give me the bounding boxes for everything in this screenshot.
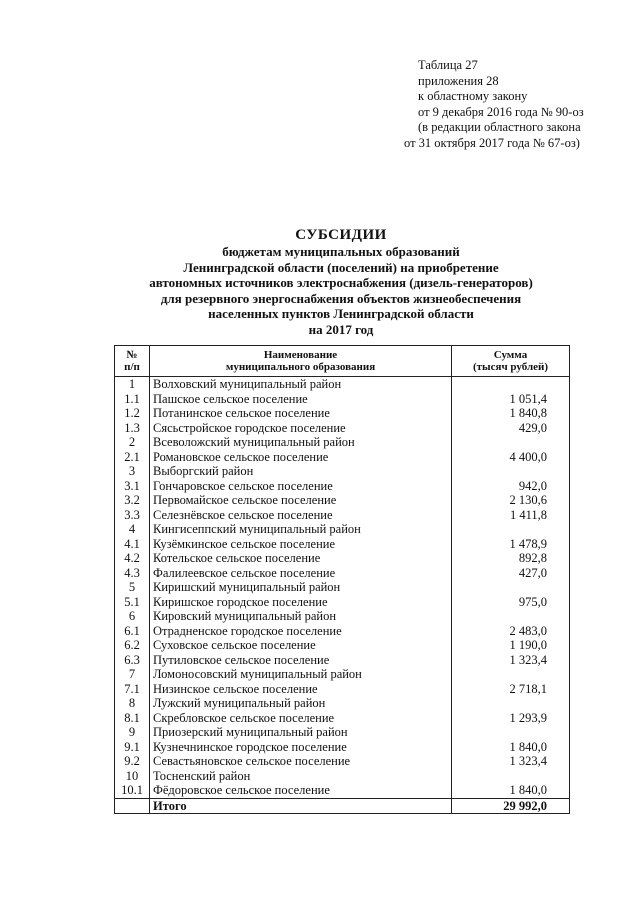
cell-num: 6.2 [115, 638, 150, 653]
cell-num: 3 [115, 464, 150, 479]
header-line: приложения 28 [418, 73, 499, 88]
cell-num: 4.3 [115, 566, 150, 581]
cell-name: Потанинское сельское поселение [150, 406, 452, 421]
cell-num: 7.1 [115, 682, 150, 697]
title-line: населенных пунктов Ленинградской области [208, 306, 474, 321]
header-line: (в редакции областного закона [418, 120, 581, 134]
header-line: к областному закону [418, 89, 528, 103]
table-row [115, 711, 570, 726]
table-row [115, 783, 570, 798]
cell-num: 6.1 [115, 624, 150, 639]
total-label: Итого [150, 798, 452, 814]
table-row [115, 725, 570, 740]
cell-sum: 1 323,4 [452, 653, 570, 668]
cell-sum: 1 190,0 [452, 638, 570, 653]
cell-num: 3.2 [115, 493, 150, 508]
cell-num: 6.3 [115, 653, 150, 668]
cell-name: Романовское сельское поселение [150, 450, 452, 465]
cell-name: Путиловское сельское поселение [150, 653, 452, 668]
cell-sum: 429,0 [452, 421, 570, 436]
table-row [115, 769, 570, 784]
table-body [115, 377, 570, 814]
cell-num: 10.1 [115, 783, 150, 798]
cell-name: Селезнёвское сельское поселение [150, 508, 452, 523]
cell-name: Низинское сельское поселение [150, 682, 452, 697]
table-row [115, 638, 570, 653]
cell-name: Скребловское сельское поселение [150, 711, 452, 726]
cell-sum: 1 840,0 [452, 740, 570, 755]
cell-num: 6 [115, 609, 150, 624]
cell-name: Кировский муниципальный район [150, 609, 452, 624]
cell-sum [452, 377, 570, 392]
header-line: от 31 октября 2017 года № 67-оз) [404, 135, 580, 150]
cell-num: 1 [115, 377, 150, 392]
cell-name: Суховское сельское поселение [150, 638, 452, 653]
header-line: Таблица 27 [418, 58, 478, 72]
cell-num: 1.2 [115, 406, 150, 421]
cell-num: 5 [115, 580, 150, 595]
table-row [115, 653, 570, 668]
cell-name: Кингисеппский муниципальный район [150, 522, 452, 537]
cell-sum: 1 051,4 [452, 392, 570, 407]
cell-num: 3.3 [115, 508, 150, 523]
title-line: Ленинградской области (поселений) на приобретение [183, 259, 499, 275]
appendix-header [404, 58, 584, 151]
cell-num: 2 [115, 435, 150, 450]
header-line: от 9 декабря 2016 года № 90-оз [418, 104, 584, 119]
cell-sum [452, 435, 570, 450]
cell-sum [452, 580, 570, 595]
cell-sum [452, 769, 570, 784]
cell-name: Кузёмкинское сельское поселение [150, 537, 452, 552]
cell-name: Киришский муниципальный район [150, 580, 452, 595]
cell-sum [452, 609, 570, 624]
title-line: автономных источников электроснабжения (дизель-генераторов) [149, 275, 533, 290]
cell-name: Котельское сельское поселение [150, 551, 452, 566]
table-row [115, 682, 570, 697]
cell-sum [452, 464, 570, 479]
cell-sum: 942,0 [452, 479, 570, 494]
table-row [115, 580, 570, 595]
cell-num: 4 [115, 522, 150, 537]
table-row [115, 537, 570, 552]
cell-name: Гончаровское сельское поселение [150, 479, 452, 494]
cell-num [115, 798, 150, 814]
table-row [115, 493, 570, 508]
title-line: на 2017 год [308, 321, 374, 337]
cell-sum [452, 522, 570, 537]
col-header-sum: Сумма (тысяч рублей) [452, 346, 570, 377]
cell-name: Фалилеевское сельское поселение [150, 566, 452, 581]
cell-num: 9 [115, 725, 150, 740]
table-row [115, 595, 570, 610]
cell-sum: 1 411,8 [452, 508, 570, 523]
cell-sum: 975,0 [452, 595, 570, 610]
cell-name: Сясьстройское городское поселение [150, 421, 452, 436]
cell-sum: 892,8 [452, 551, 570, 566]
cell-name: Первомайское сельское поселение [150, 493, 452, 508]
table-header-row [115, 346, 570, 377]
cell-sum [452, 725, 570, 740]
cell-name: Тосненский район [150, 769, 452, 784]
cell-num: 2.1 [115, 450, 150, 465]
table-row [115, 522, 570, 537]
cell-name: Киришское городское поселение [150, 595, 452, 610]
cell-name: Фёдоровское сельское поселение [150, 783, 452, 798]
cell-name: Волховский муниципальный район [150, 377, 452, 392]
cell-sum [452, 696, 570, 711]
cell-name: Пашское сельское поселение [150, 392, 452, 407]
table-row [115, 667, 570, 682]
cell-sum: 1 293,9 [452, 711, 570, 726]
table-row [115, 450, 570, 465]
table-row [115, 464, 570, 479]
cell-num: 1.1 [115, 392, 150, 407]
document-title [110, 226, 572, 337]
cell-num: 5.1 [115, 595, 150, 610]
cell-name: Кузнечнинское городское поселение [150, 740, 452, 755]
table-row [115, 551, 570, 566]
cell-sum: 1 840,0 [452, 783, 570, 798]
table-row [115, 435, 570, 450]
table-row [115, 609, 570, 624]
cell-name: Отрадненское городское поселение [150, 624, 452, 639]
cell-sum: 1 323,4 [452, 754, 570, 769]
cell-name: Всеволожский муниципальный район [150, 435, 452, 450]
cell-num: 4.1 [115, 537, 150, 552]
cell-num: 1.3 [115, 421, 150, 436]
col-header-num: № п/п [115, 346, 150, 377]
table-row [115, 740, 570, 755]
cell-name: Выборгский район [150, 464, 452, 479]
cell-num: 9.1 [115, 740, 150, 755]
table-row [115, 696, 570, 711]
cell-sum: 2 130,6 [452, 493, 570, 508]
cell-num: 8.1 [115, 711, 150, 726]
cell-num: 8 [115, 696, 150, 711]
total-sum: 29 992,0 [452, 798, 570, 814]
table-row [115, 392, 570, 407]
cell-sum: 2 718,1 [452, 682, 570, 697]
table-row [115, 421, 570, 436]
cell-name: Приозерский муниципальный район [150, 725, 452, 740]
cell-sum: 4 400,0 [452, 450, 570, 465]
cell-sum: 1 840,8 [452, 406, 570, 421]
title-line: бюджетам муниципальных образований [222, 244, 460, 259]
title-line: для резервного энергоснабжения объектов жизнеобеспечения [160, 290, 522, 306]
total-row [115, 798, 570, 814]
subsidies-table [114, 345, 570, 814]
table-row [115, 508, 570, 523]
table-row [115, 624, 570, 639]
col-header-name: Наименование муниципального образования [150, 346, 452, 377]
cell-num: 9.2 [115, 754, 150, 769]
table-row [115, 406, 570, 421]
cell-sum: 2 483,0 [452, 624, 570, 639]
cell-num: 4.2 [115, 551, 150, 566]
table-row [115, 566, 570, 581]
table-row [115, 479, 570, 494]
cell-num: 3.1 [115, 479, 150, 494]
table-row [115, 754, 570, 769]
cell-num: 7 [115, 667, 150, 682]
table-row [115, 377, 570, 392]
cell-name: Севастьяновское сельское поселение [150, 754, 452, 769]
cell-sum [452, 667, 570, 682]
cell-sum: 427,0 [452, 566, 570, 581]
cell-name: Ломоносовский муниципальный район [150, 667, 452, 682]
cell-num: 10 [115, 769, 150, 784]
cell-sum: 1 478,9 [452, 537, 570, 552]
cell-name: Лужский муниципальный район [150, 696, 452, 711]
title-main: СУБСИДИИ [295, 227, 387, 243]
